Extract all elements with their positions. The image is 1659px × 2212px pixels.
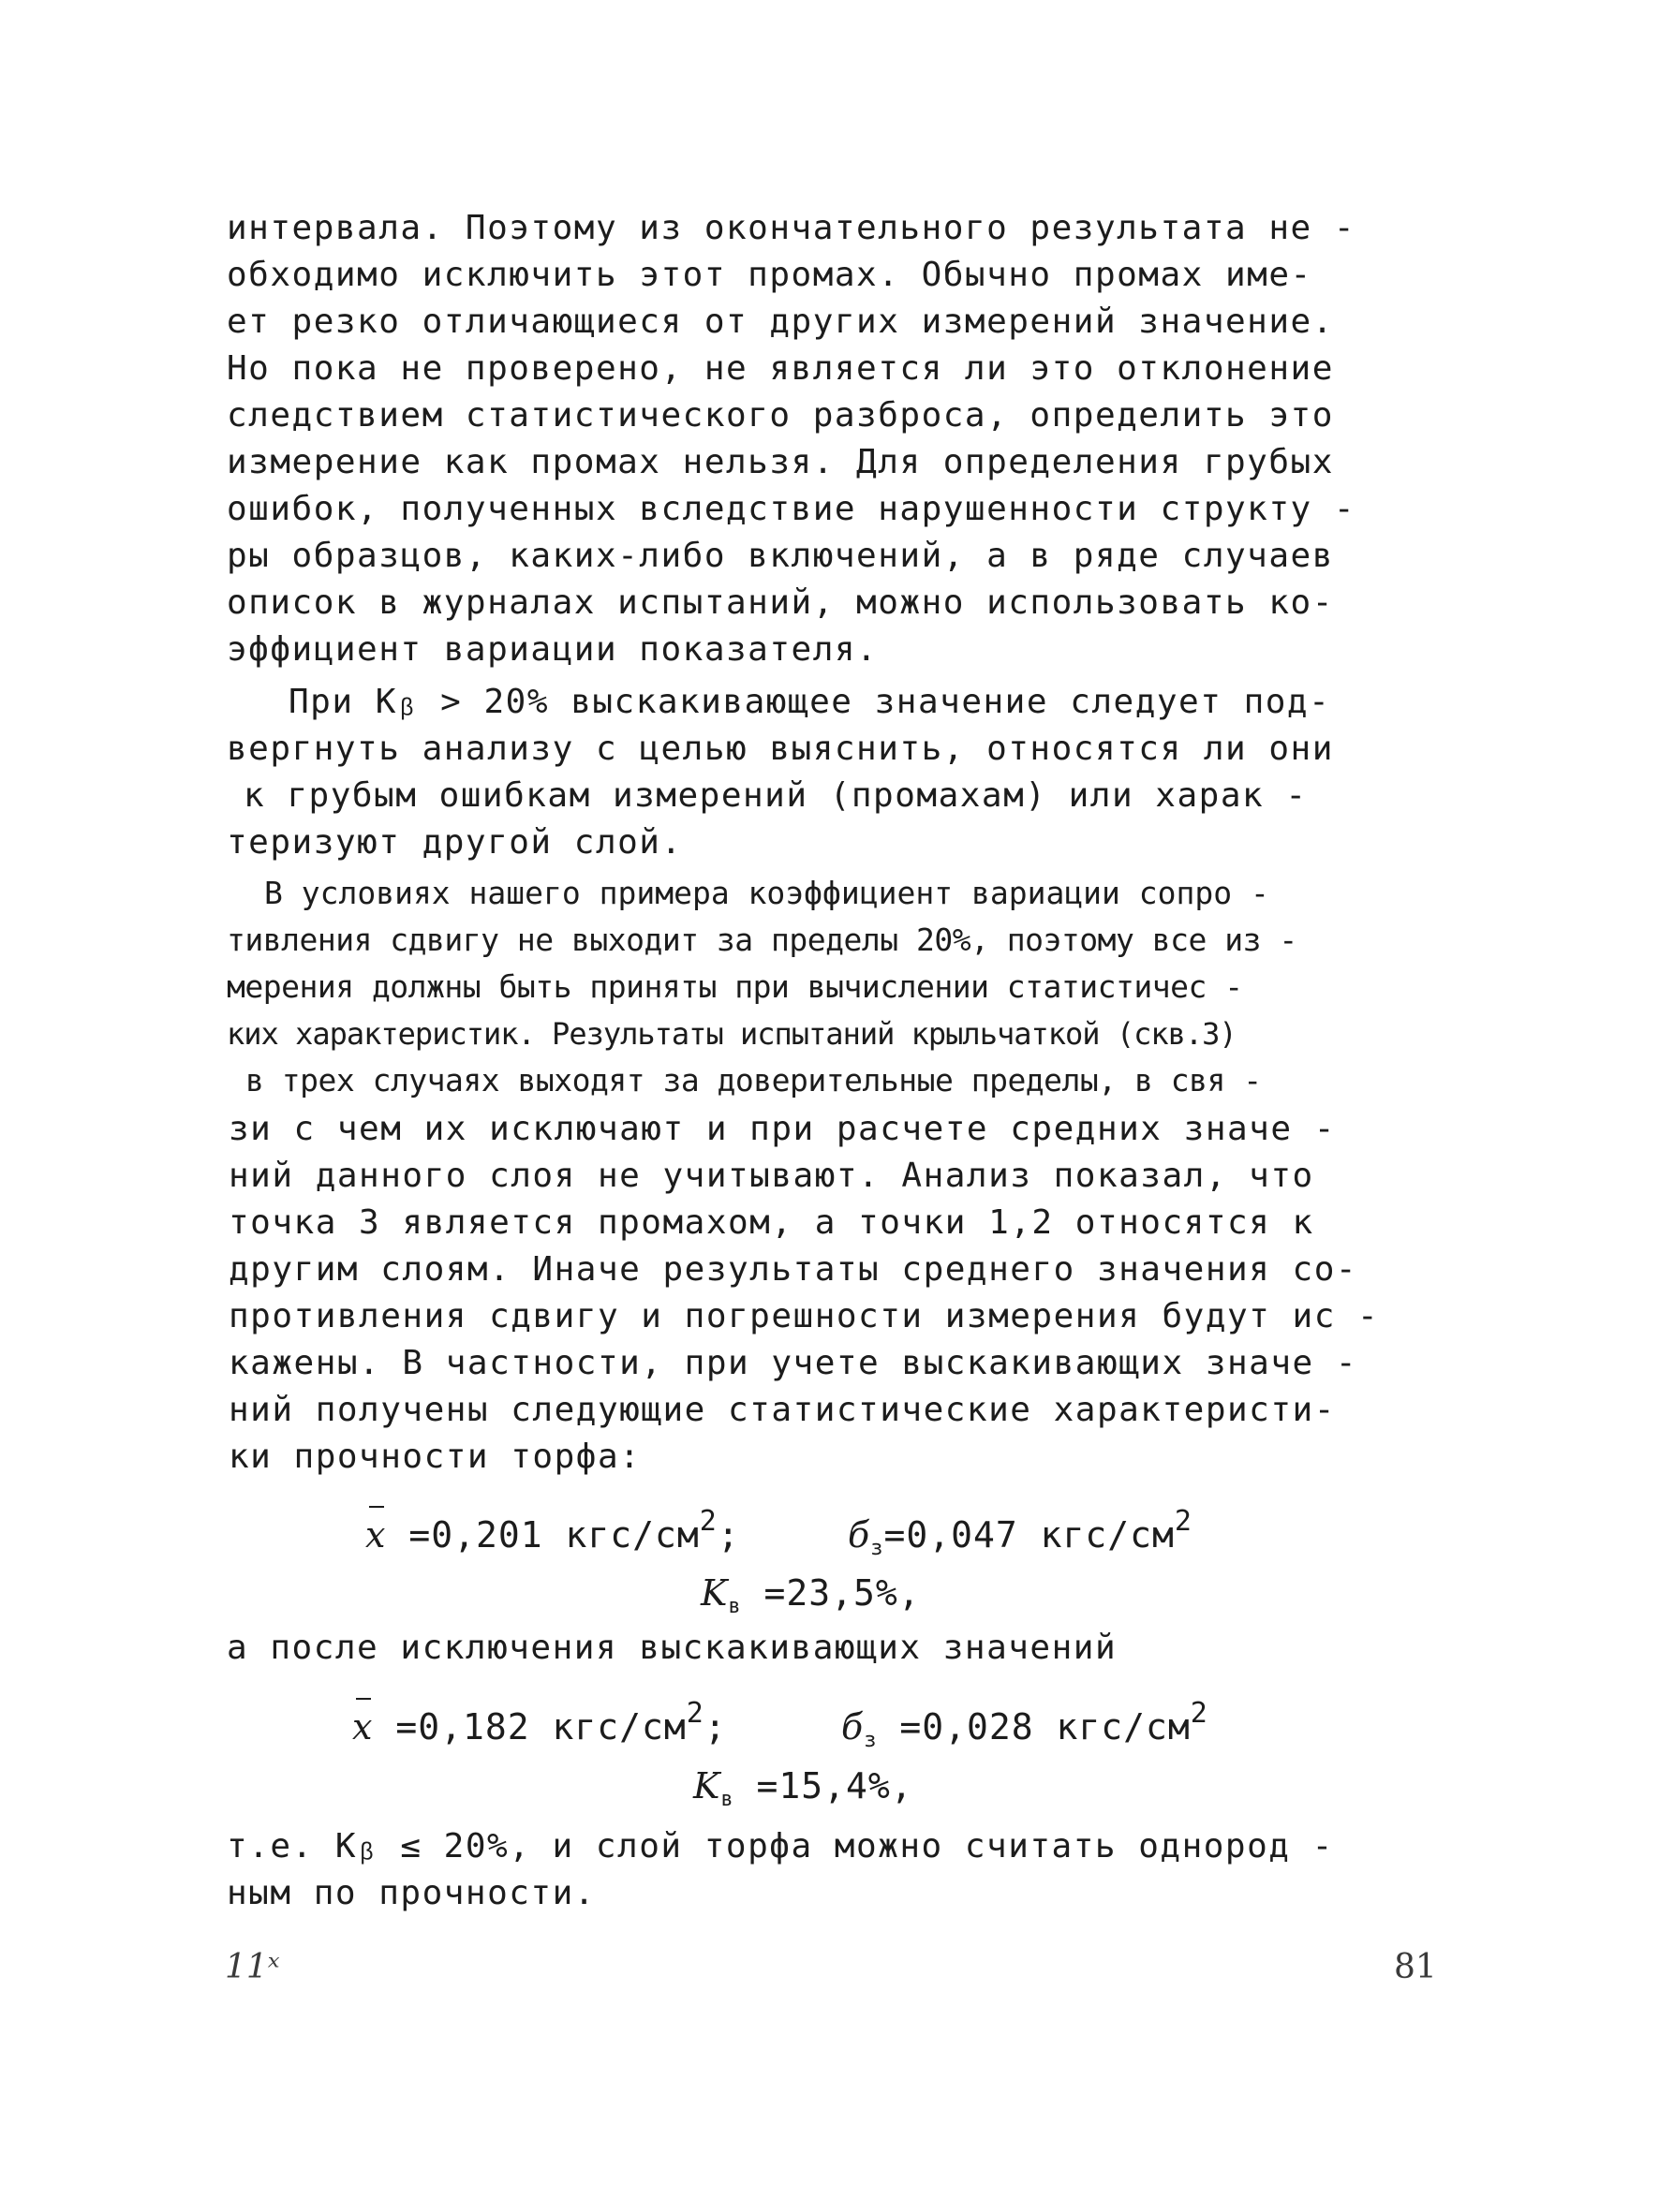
signature-mark: 11ˣ xyxy=(225,1948,280,1986)
text-line: эффициент вариации показателя. xyxy=(227,630,879,669)
text-line: вергнуть анализу с целью выяснить, относятся ли они xyxy=(227,730,1334,768)
cv-subscript: в xyxy=(728,1595,742,1618)
page-number: 81 xyxy=(1394,1948,1437,1986)
mean-value: =0,201 xyxy=(408,1514,543,1556)
text-line: ным по прочности. xyxy=(227,1874,596,1912)
unit: кгс/см xyxy=(565,1514,700,1556)
text-line: В условиях нашего примера коэффициент вариации сопро - xyxy=(264,875,1269,911)
text-line: ний получены следующие статистические характеристи- xyxy=(229,1391,1336,1429)
text-line: другим слоям. Иначе результаты среднего значения со- xyxy=(229,1250,1358,1289)
formula-sigma-before xyxy=(848,1498,1192,1572)
text-line: ний данного слоя не учитывают. Анализ показал, что xyxy=(229,1157,1314,1195)
unit-power: 2 xyxy=(1190,1697,1208,1730)
text-line: кажены. В частности, при учете выскакивающих значе - xyxy=(229,1344,1358,1382)
sigma-symbol: б xyxy=(841,1706,865,1747)
text-line: противления сдвигу и погрешности измерения будут ис - xyxy=(229,1297,1380,1335)
formula-sigma-after xyxy=(841,1690,1208,1764)
text-line: ки прочности торфа: xyxy=(229,1438,642,1476)
text-line: Но пока не проверено, не является ли это отклонение xyxy=(227,349,1334,388)
text-line: т.е. Kᵦ ≤ 20%, и слой торфа можно считать однород - xyxy=(227,1827,1334,1865)
formula-mean-after: x =0,182 кгс/$см^2$; xyxy=(352,1690,727,1750)
formula-cv-after xyxy=(693,1762,913,1823)
text-line: интервала. Поэтому из окончательного результата не - xyxy=(227,209,1356,247)
unit: кгс/см xyxy=(1056,1706,1191,1747)
sigma-subscript: з xyxy=(870,1537,884,1560)
cv-value: =23,5%, xyxy=(763,1572,921,1614)
text-line: точка 3 является промахом, а точки 1,2 относятся к xyxy=(229,1203,1314,1242)
text-line: следствием статистического разброса, определить это xyxy=(227,396,1334,435)
sigma-subscript: з xyxy=(864,1729,878,1752)
sigma-symbol: б xyxy=(848,1514,871,1556)
text-line: обходимо исключить этот промах. Обычно промах име- xyxy=(227,256,1312,294)
unit-power: 2 xyxy=(686,1697,704,1730)
text-line: теризуют другой слой. xyxy=(227,823,683,862)
text-line: ошибок, полученных вследствие нарушенности структу - xyxy=(227,490,1356,528)
text-line: зи с чем их исключают и при расчете средних значе - xyxy=(229,1110,1336,1148)
mean-symbol: x xyxy=(352,1703,373,1750)
mean-symbol: x xyxy=(365,1512,386,1558)
text-line: измерение как промах нельзя. Для определения грубых xyxy=(227,443,1334,481)
sigma-value: =0,028 xyxy=(899,1706,1034,1747)
text-line: а после исключения выскакивающих значений xyxy=(227,1629,1118,1667)
formula-mean-before: x =0,201 кгс/$см^2$; xyxy=(365,1498,740,1558)
unit-power: 2 xyxy=(699,1505,718,1538)
mean-value: =0,182 xyxy=(395,1706,530,1747)
text-line: мерения должны быть приняты при вычислении статистичес - xyxy=(227,968,1243,1005)
unit-power: 2 xyxy=(1174,1505,1192,1538)
text-line: При Kᵦ > 20% выскакивающее значение следует под- xyxy=(289,683,1331,721)
text-line: тивления сдвигу не выходит за пределы 20%, поэтому все из - xyxy=(227,922,1297,958)
unit: кгс/см xyxy=(1040,1514,1175,1556)
sigma-value: =0,047 xyxy=(883,1514,1018,1556)
cv-symbol: K xyxy=(701,1572,729,1614)
text-line: ры образцов, каких-либо включений, а в ряде случаев xyxy=(227,537,1334,575)
cv-value: =15,4%, xyxy=(756,1765,913,1806)
text-line: описок в журналах испытаний, можно использовать ко- xyxy=(227,583,1334,622)
unit: кгс/см xyxy=(552,1706,687,1747)
text-line: ких характеристик. Результаты испытаний крыльчаткой (скв.3) xyxy=(227,1016,1237,1052)
cv-subscript: в xyxy=(720,1788,734,1811)
text-line: к грубым ошибкам измерений (промахам) или харак - xyxy=(244,776,1308,815)
text-line: ет резко отличающиеся от других измерений значение. xyxy=(227,302,1334,341)
cv-symbol: K xyxy=(693,1765,721,1806)
text-line: в трех случаях выходят за доверительные пределы, в свя - xyxy=(245,1062,1262,1099)
formula-cv-before xyxy=(701,1570,921,1630)
